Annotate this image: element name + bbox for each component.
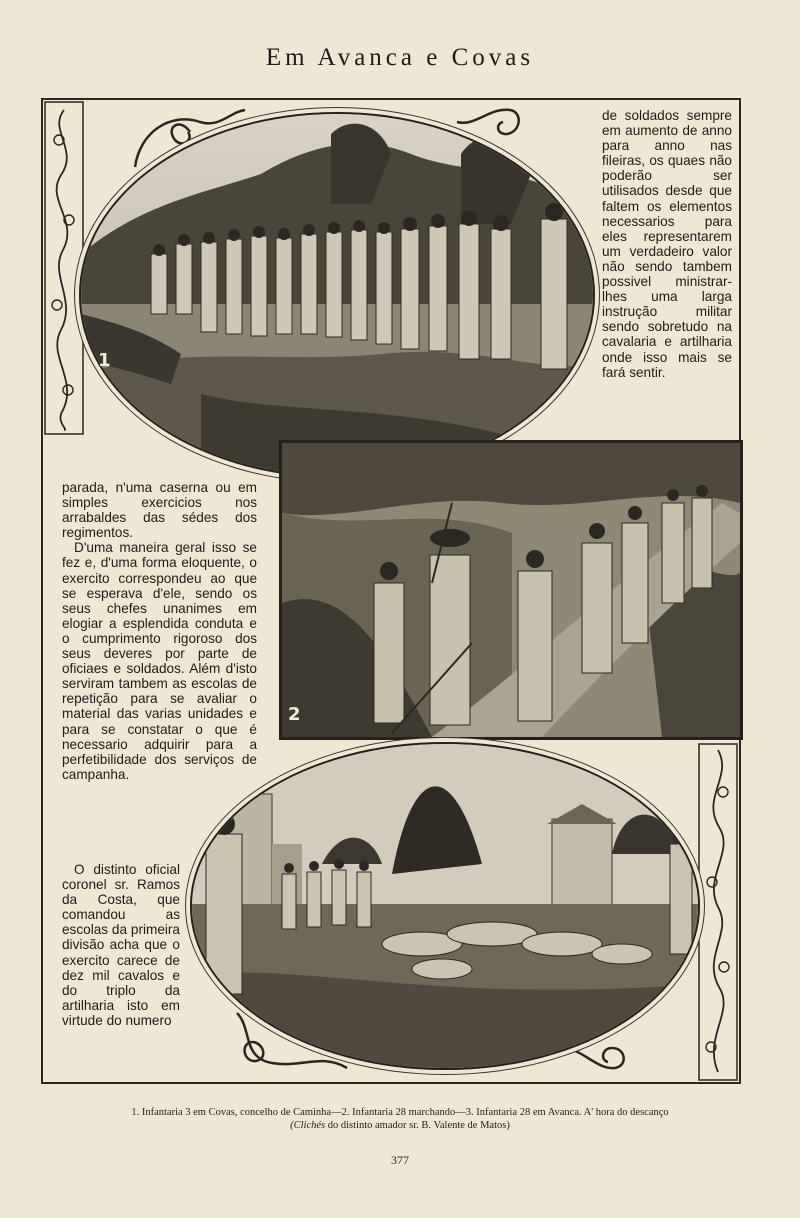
ornament-left-border	[43, 100, 85, 436]
photo-number-1: 1	[98, 350, 111, 371]
paragraph: de soldados sempre em aumento de anno para anno nas fileiras, os quaes não poderão ser utilisados desde que faltem os elementos necessarios para eles representarem um verdadeiro valor não sendo tambem possivel ministrar-lhes uma larga instrução militar sendo sobretudo na cavalaria e artilharia onde isso mais se fará sentir.	[602, 108, 732, 380]
caption-cliches-italic: (Clichés	[290, 1120, 326, 1131]
text-column-right-top	[602, 108, 732, 380]
photo-number-2: 2	[288, 704, 301, 725]
photo-infantry-covas	[79, 112, 595, 478]
photo-caption	[40, 1106, 760, 1132]
text-column-left	[62, 480, 257, 782]
text-column-left-lower	[62, 862, 180, 1028]
caption-credit: do distinto amador sr. B. Valente de Matos)	[325, 1120, 510, 1131]
caption-line-2	[40, 1119, 760, 1132]
paragraph: parada, n'uma caserna ou em simples exercicios nos arrabaldes das sédes dos regimentos.	[62, 480, 257, 541]
paragraph: O distinto oficial coronel sr. Ramos da Costa, que comandou as escolas da primeira divisão acha que o exercito carece de dez mil cavalos e do triplo da artilharia isto em virtude do numero	[62, 862, 180, 1028]
ornament-right-border	[697, 742, 739, 1082]
photo-infantry-marching	[279, 440, 743, 740]
page-title: Em Avanca e Covas	[265, 44, 535, 71]
page-number: 377	[391, 1153, 409, 1167]
paragraph: D'uma maneira geral isso se fez e, d'uma forma eloquente, o exercito correspondeu ao que se esperava d'ele, sendo os seus chefes unanimes em elogiar a esplendida conduta e o cumprimento rigoroso dos seus deveres por parte de oficiaes e soldados. Além d'isto serviram tambem as escolas de repetição para se avaliar o material das varias unidades e para se constatar o que é necessario adquirir para a perfetibilidade dos serviços de campanha.	[62, 540, 257, 782]
photo-infantry-avanca-rest	[190, 742, 700, 1070]
caption-line-1: 1. Infantaria 3 em Covas, concelho de Caminha—2. Infantaria 28 marchando—3. Infantaria 28 em Avanca. A' hora do descanço	[131, 1107, 669, 1118]
